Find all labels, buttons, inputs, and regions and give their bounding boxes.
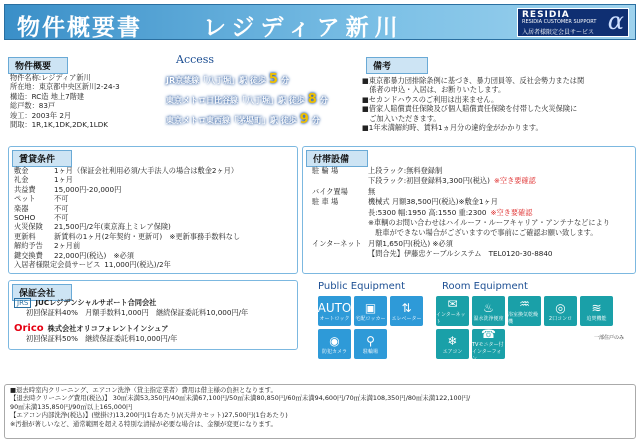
overview-details xyxy=(10,73,120,129)
remark-line: ご加入いただきます。 xyxy=(362,113,441,123)
icon-label: オートロック xyxy=(319,315,350,322)
icon-glyph: ◉ xyxy=(329,333,340,348)
icon-label: エレベーター xyxy=(391,315,422,322)
document-type-title: 物件概要書 xyxy=(17,15,142,41)
note-line: ※汚損が著しいなど、通常範囲を超える特別な清掃が必要な場合は、金額が変更になります。 xyxy=(10,419,277,428)
access-title: Access xyxy=(176,53,215,66)
lease-key: 楽器 xyxy=(14,203,29,213)
guarantee-name-row xyxy=(14,298,248,308)
washlet-icon xyxy=(472,296,505,326)
lease-row xyxy=(14,232,240,241)
facility-value: 月額1,650円(税込) ※必須 xyxy=(368,238,453,248)
facility-row xyxy=(312,228,610,238)
remarks-heading: 備考 xyxy=(366,57,428,74)
icon-glyph: ♨ xyxy=(483,300,494,315)
lease-value: 1ヶ月 xyxy=(54,175,73,185)
delivery-box-icon xyxy=(354,296,387,326)
cleaning-notes xyxy=(10,386,470,428)
lease-key: 敷金 xyxy=(14,166,29,175)
facility-key: 駐 輪 場 xyxy=(312,166,339,175)
facility-row xyxy=(312,239,610,249)
guarantee-name-row xyxy=(14,323,248,334)
guarantee-logo: JRS xyxy=(14,298,31,308)
lease-value: 21,500円/2年(東京海上ミレア保険) xyxy=(54,222,171,232)
lease-value: 新賃料の1ヶ月(2年契約・更新可) ※更新事務手数料なし xyxy=(54,231,241,241)
lease-row xyxy=(14,175,240,184)
facility-value: 上段ラック:無料登録制 xyxy=(368,166,443,175)
overview-line: 構造：RC造 地上7階建 xyxy=(10,91,85,101)
internet-icon xyxy=(436,296,469,326)
lease-key: 鍵交換費 xyxy=(14,250,43,260)
lease-key: 共益費 xyxy=(14,184,36,194)
facility-value: 無 xyxy=(368,186,376,196)
icon-glyph: ✉ xyxy=(447,297,458,311)
lease-key: SOHO xyxy=(14,213,36,223)
note-line: 【退去時クリーニング費用(税込)】 30㎡未満53,350円/40㎡未満67,100円/50㎡未満80,850円/60㎡未満94,600円/70㎡未満108,350円/80㎡未満122,100円/ xyxy=(10,394,471,403)
walk-minutes: 5 xyxy=(268,72,278,87)
icon-glyph: ▣ xyxy=(364,300,377,315)
icon-glyph: ⇅ xyxy=(401,300,412,315)
icon-label: エアコン xyxy=(442,348,463,355)
icon-label: 防犯カメラ xyxy=(321,348,347,355)
lease-key: 入居者様限定会員サービス xyxy=(14,260,101,270)
lease-row xyxy=(14,185,240,194)
bicycle-icon xyxy=(354,329,387,359)
room-equipment-title: Room Equipment xyxy=(442,281,528,292)
facility-value: 下段ラック:初回登録料3,300円(税込) xyxy=(368,176,490,186)
lease-value: 22,000円(税込) ※必須 xyxy=(54,250,134,260)
icon-label: 2口コンロ xyxy=(548,315,573,322)
remark-line: ■1年未満解約時、賃料1ヵ月分の違約金がかかります。 xyxy=(362,123,543,133)
note-line: ■退去時室内クリーニング、エアコン洗浄（貸主指定業者）費用は借主様の負担となります。 xyxy=(10,386,277,394)
lease-value: 不可 xyxy=(54,203,69,213)
lease-row xyxy=(14,204,240,213)
lease-row xyxy=(14,166,240,175)
overview-line: 竣工：2003年 2月 xyxy=(10,110,72,120)
facilities-heading: 付帯設備 xyxy=(306,150,368,167)
lease-key: 更新料 xyxy=(14,231,36,241)
lease-value: 1ヶ月（保証会社利用必須/大手法人の場合は敷金2ヶ月） xyxy=(54,166,239,175)
icon-glyph: ☎ xyxy=(481,326,496,341)
facility-key: バイク置場 xyxy=(312,186,348,196)
stove-icon xyxy=(544,296,577,326)
minutes-unit: 分 xyxy=(311,116,320,125)
reheat-bath-icon xyxy=(580,296,613,326)
lease-value: 不可 xyxy=(54,194,69,204)
remark-line: 係者の申込・入居は、お断りいたします。 xyxy=(362,85,506,95)
guarantee-list xyxy=(14,298,248,350)
guarantee-terms: 初回保証料50% 継続保証委託料10,000円/年 xyxy=(26,334,178,344)
lease-row xyxy=(14,241,240,250)
lease-value: 不可 xyxy=(54,213,69,223)
room-equipment-icons xyxy=(436,296,636,362)
access-line xyxy=(166,110,352,130)
public-equipment-icons xyxy=(318,296,430,359)
facility-value: 長:5300 幅:1950 高:1550 重:2300 xyxy=(368,207,487,217)
facility-key xyxy=(312,218,368,228)
facility-value: 機械式 月額38,500円(税込)※敷金1ヶ月 xyxy=(368,197,498,207)
facility-row xyxy=(312,249,610,259)
facility-row xyxy=(312,197,610,207)
walk-minutes: 9 xyxy=(299,112,309,127)
room-equipment-note: 一部住戸のみ xyxy=(594,335,625,341)
remark-line: ■東京都暴力団排除条例に基づき、暴力団員等、反社会勢力または関 xyxy=(362,76,585,85)
lease-key: 礼金 xyxy=(14,175,29,185)
guarantee-heading: 保証会社 xyxy=(12,284,72,301)
note-line: 90㎡未満135,850円/90㎡以上165,000円 xyxy=(10,402,133,411)
icon-label: 温水洗浄便座 xyxy=(473,315,504,322)
lease-heading: 賃貸条件 xyxy=(12,150,72,167)
lease-table xyxy=(14,166,240,269)
note-line: 【エアコン内部洗浄(税込)】(壁掛け)13,200円(1台あたり)/(天井カセット)27,500円(1台あたり) xyxy=(10,411,288,420)
facilities-table xyxy=(312,166,610,260)
title-banner xyxy=(4,4,636,40)
guarantee-logo: Orico xyxy=(14,323,44,335)
facility-key: インターネット xyxy=(312,238,362,248)
icon-glyph: ◎ xyxy=(555,300,566,315)
property-name-title: レジディア新川 xyxy=(203,15,404,41)
facility-key: 駐 車 場 xyxy=(312,197,339,207)
facility-key xyxy=(312,176,368,186)
public-equipment-title: Public Equipment xyxy=(318,281,406,292)
remarks-list xyxy=(362,76,584,132)
lease-row xyxy=(14,213,240,222)
guarantee-terms: 初回保証料40% 月額手数料1,000円 継続保証委託料10,000円/年 xyxy=(26,308,249,317)
facility-row xyxy=(312,176,610,186)
lease-row xyxy=(14,251,240,260)
facility-note: ※空き要確認 xyxy=(490,207,533,217)
overview-line: 総戸数：83戸 xyxy=(10,101,56,111)
walk-minutes: 8 xyxy=(307,92,317,107)
security-camera-icon xyxy=(318,329,351,359)
lease-value: 2ヶ月前 xyxy=(54,241,81,251)
access-line xyxy=(166,70,352,90)
lease-row xyxy=(14,222,240,231)
lease-key: ペット xyxy=(14,194,36,204)
lease-row xyxy=(14,194,240,203)
facility-note: ※空き要確認 xyxy=(493,176,536,186)
facility-key xyxy=(312,208,368,218)
overview-line: 間取：1R,1K,1DK,2DK,1LDK xyxy=(10,120,109,130)
access-panel xyxy=(166,70,352,132)
bath-dryer-icon xyxy=(508,296,541,326)
facility-row xyxy=(312,218,610,228)
guarantee-item xyxy=(14,323,248,343)
icon-label: 浴室換気乾燥機 xyxy=(508,312,539,325)
overview-line: 所在地：東京都中央区新川2-24-3 xyxy=(10,82,120,92)
overview-heading: 物件概要 xyxy=(8,57,68,74)
access-route: 東京メトロ日比谷線「八丁堀」駅 徒歩 xyxy=(166,96,305,105)
residia-logo: RESIDIA RESIDIA CUSTOMER SUPPORT 入居者様限定会員サービス α xyxy=(517,8,629,37)
icon-glyph: ≋ xyxy=(591,300,602,315)
facility-key xyxy=(312,249,368,259)
guarantee-company: JUCレジデンシャルサポート合同会社 xyxy=(35,298,157,308)
guarantee-item xyxy=(14,298,248,317)
icon-label: TVモニター付インターフォン xyxy=(472,341,504,362)
lease-key: 解約予告 xyxy=(14,241,43,251)
icon-glyph: ❄ xyxy=(447,333,458,348)
overview-line: 物件名称:レジディア新川 xyxy=(10,73,91,82)
autolock-icon xyxy=(318,296,351,326)
access-route: 東京メトロ東西線「茅場町」駅 徒歩 xyxy=(166,116,297,125)
icon-label: 追焚機能 xyxy=(586,315,607,322)
aircon-icon xyxy=(436,329,469,359)
lease-value: 11,000円(税込)/2年 xyxy=(104,260,171,270)
lease-key: 火災保険 xyxy=(14,222,43,232)
facility-key xyxy=(312,228,368,238)
elevator-icon xyxy=(390,296,423,326)
lease-value: 15,000円-20,000円 xyxy=(54,184,122,194)
icon-label: 駐輪場 xyxy=(362,348,378,355)
icon-label: インターネット xyxy=(436,312,466,325)
icon-glyph: ♒ xyxy=(519,297,530,311)
remark-line: ■セカンドハウスのご利用は出来ません。 xyxy=(362,94,499,104)
icon-label: 宅配ロッカー xyxy=(355,315,386,322)
facility-row xyxy=(312,166,610,176)
facility-row xyxy=(312,208,610,218)
lease-row xyxy=(14,260,240,269)
facility-row xyxy=(312,187,610,197)
monitor-intercom-icon xyxy=(472,326,505,362)
guarantee-company: 株式会社オリコフォレントインシュア xyxy=(47,324,169,334)
remark-line: ■借家人賠償責任保険及び個人賠償責任保険を付帯した火災保険に xyxy=(362,104,578,114)
access-route: JR京葉線「八丁堀」駅 徒歩 xyxy=(166,76,266,85)
minutes-unit: 分 xyxy=(319,96,328,105)
minutes-unit: 分 xyxy=(280,76,289,85)
access-line xyxy=(166,90,352,110)
facility-value: 【問合先】伊藤忠ケーブルシステム TEL0120-30-8840 xyxy=(368,249,553,259)
icon-glyph: ⚲ xyxy=(366,333,375,348)
icon-glyph: AUTO xyxy=(317,300,352,315)
facility-value: 駐車ができない場合がございますので事前にご確認お願い致します。 xyxy=(368,228,598,238)
facility-value: ※車輌のお問い合わせはハイルーフ・ルーフキャリア・アンテナなどにより xyxy=(368,217,610,227)
